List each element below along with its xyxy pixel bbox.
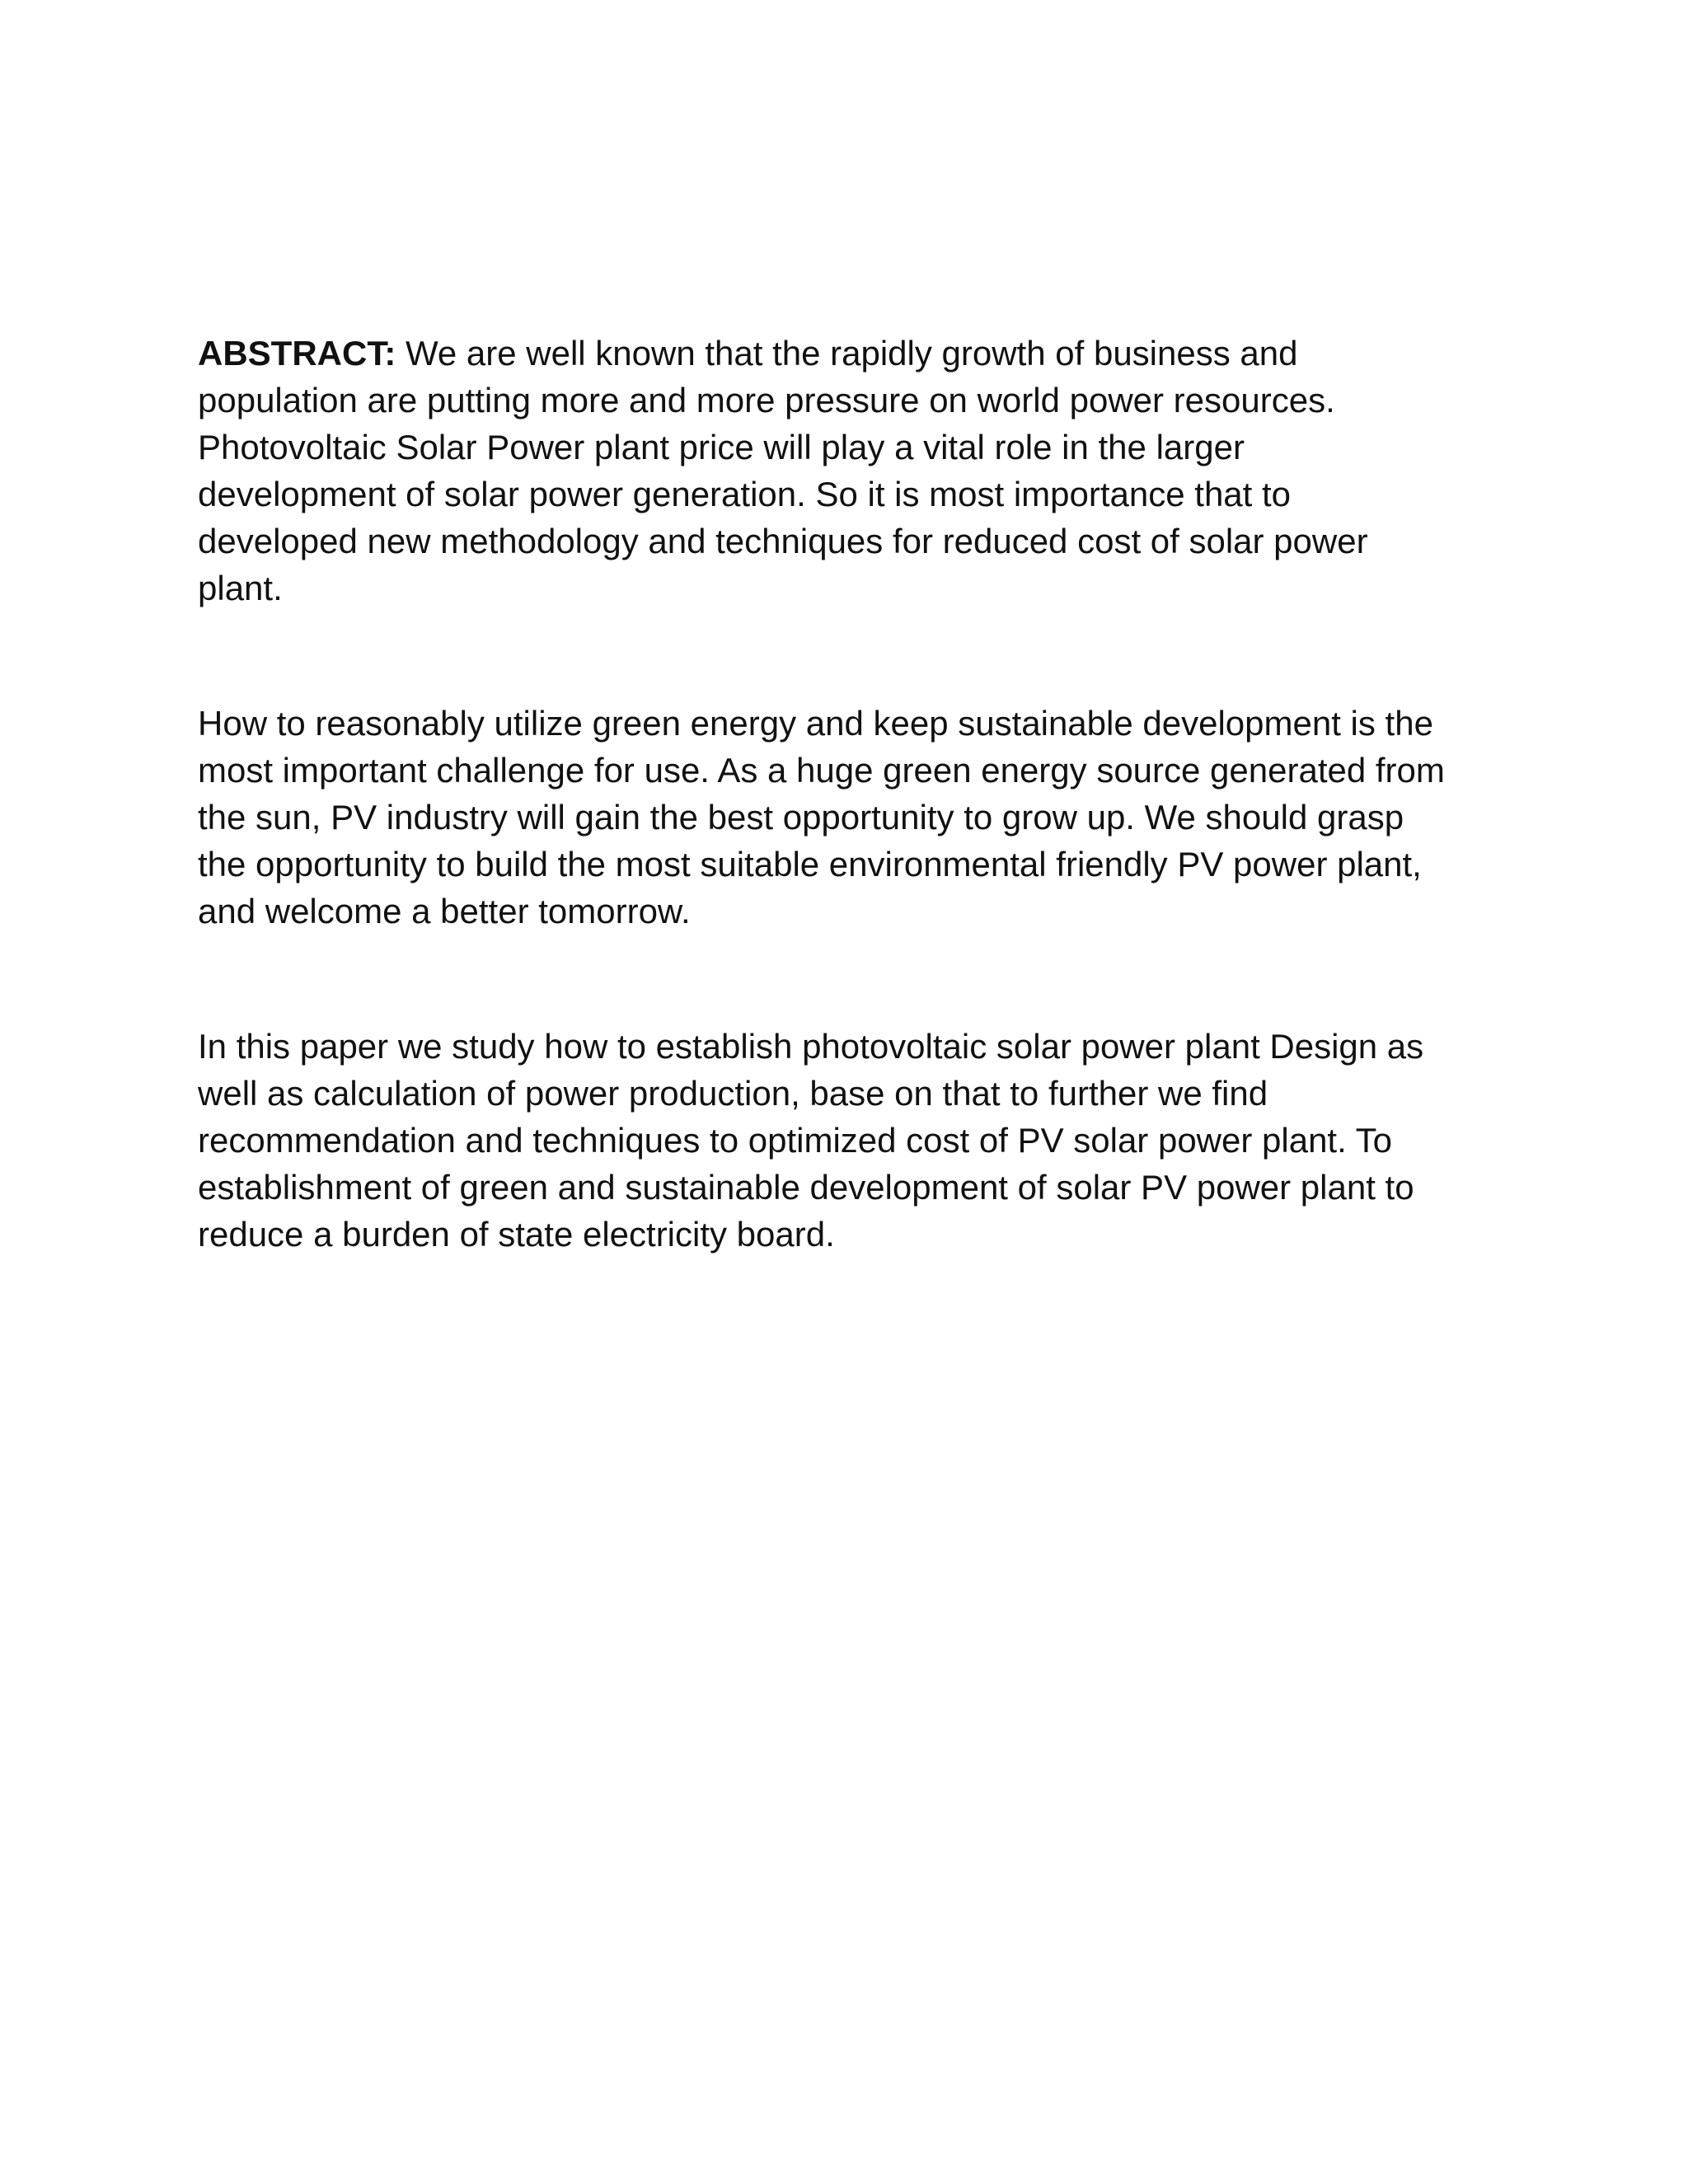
paragraph2-line-5: and welcome a better tomorrow. [198, 892, 691, 930]
body-paragraph-3 [198, 1023, 1500, 1258]
paragraph3-line-3: recommendation and techniques to optimized cost of PV solar power plant. To [198, 1121, 1393, 1160]
paragraph2-line-4: the opportunity to build the most suitable environmental friendly PV power plant, [198, 845, 1422, 883]
paragraph2-line-1: How to reasonably utilize green energy and keep sustainable development is the [198, 704, 1433, 743]
abstract-paragraph [198, 330, 1500, 612]
paragraph2-line-2: most important challenge for use. As a huge green energy source generated from [198, 751, 1445, 790]
document-body [198, 330, 1500, 1346]
abstract-line-4: development of solar power generation. So it is most importance that to [198, 475, 1292, 513]
body-paragraph-2 [198, 700, 1500, 935]
paragraph3-line-2: well as calculation of power production, base on that to further we find [198, 1074, 1268, 1113]
abstract-label: ABSTRACT: [198, 334, 396, 373]
paragraph3-line-4: establishment of green and sustainable development of solar PV power plant to [198, 1168, 1414, 1207]
abstract-line-3: Photovoltaic Solar Power plant price will play a vital role in the larger [198, 428, 1245, 466]
paragraph2-line-3: the sun, PV industry will gain the best opportunity to grow up. We should grasp [198, 798, 1404, 837]
paragraph3-line-5: reduce a burden of state electricity board. [198, 1215, 835, 1254]
abstract-line-1-text: We are well known that the rapidly growth of business and [396, 334, 1298, 373]
abstract-line-1 [198, 330, 1500, 377]
paragraph3-line-1: In this paper we study how to establish photovoltaic solar power plant Design as [198, 1027, 1424, 1066]
abstract-line-6: plant. [198, 569, 283, 607]
abstract-line-5: developed new methodology and techniques for reduced cost of solar power [198, 522, 1368, 560]
abstract-line-2: population are putting more and more pressure on world power resources. [198, 381, 1335, 419]
